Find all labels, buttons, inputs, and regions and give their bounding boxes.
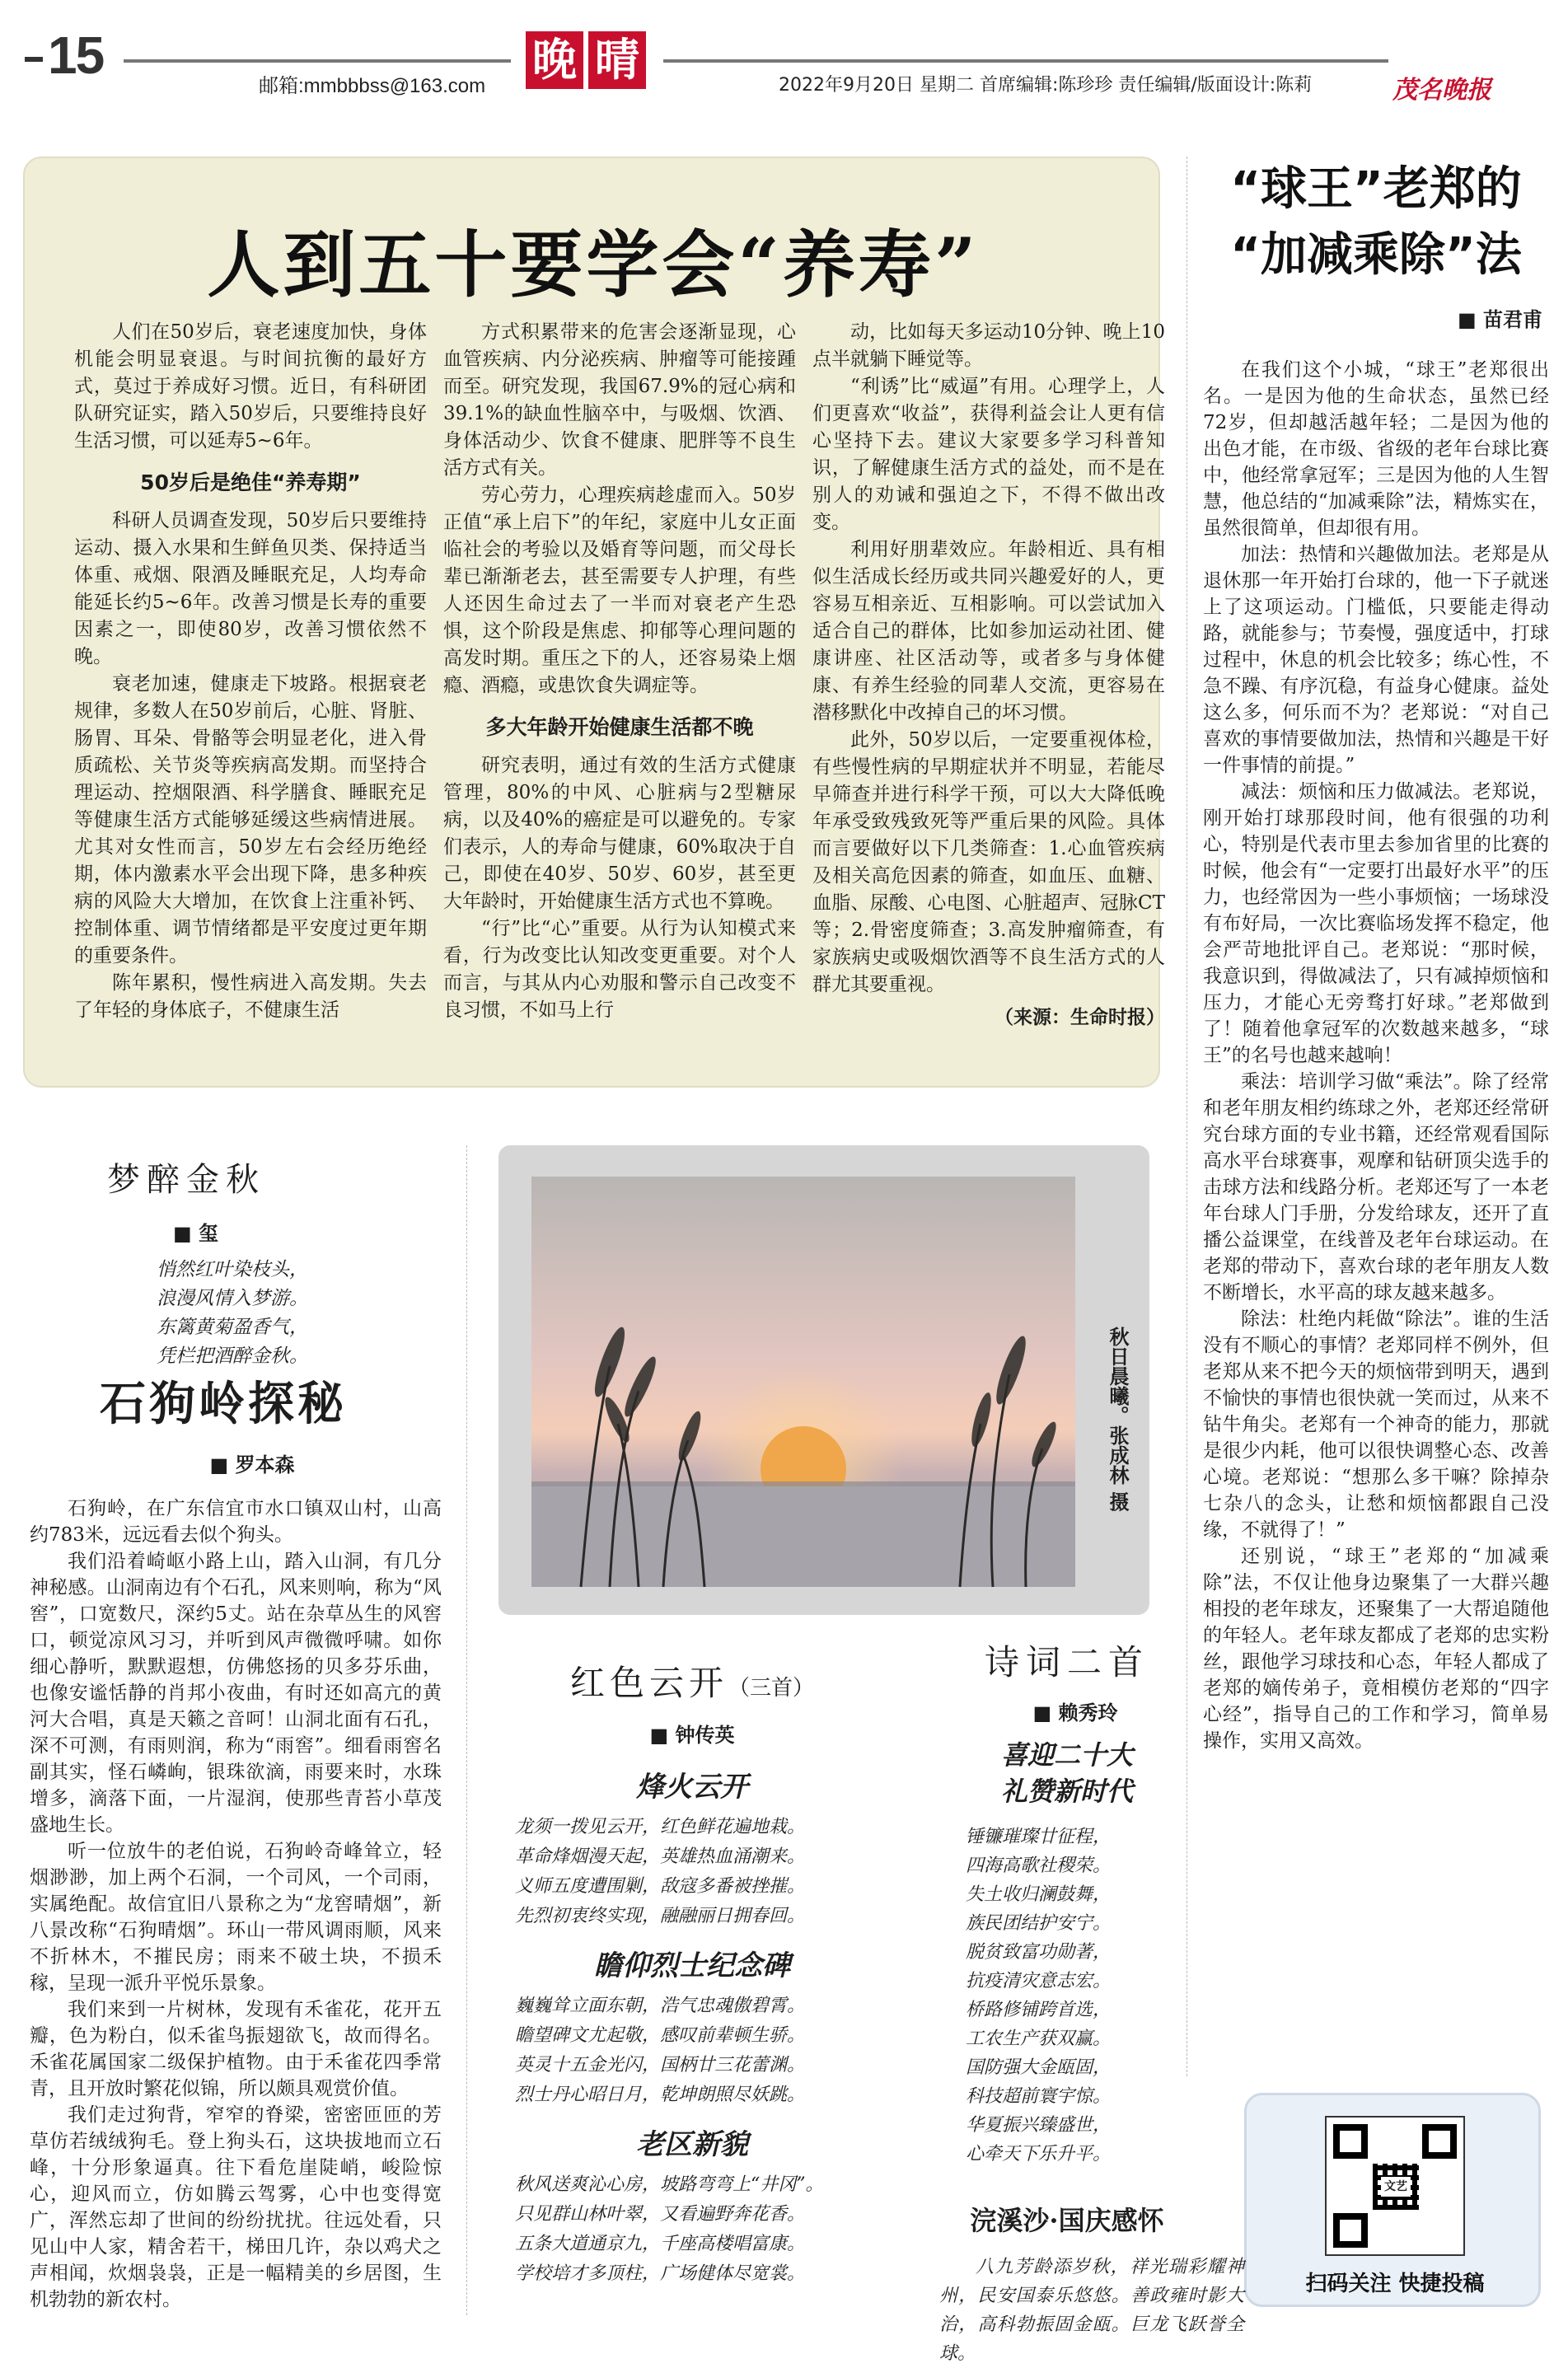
poem-line: 失土收归澜鼓舞， xyxy=(966,1884,1112,1905)
poem-line: 国防强大金瓯固， xyxy=(966,2057,1112,2078)
header-rule-left xyxy=(124,59,511,63)
qiuwang-title-line-1: “球王”老郑的 xyxy=(1230,162,1522,216)
mengzui-poem xyxy=(107,1154,371,1371)
paragraph: 减法：烦恼和压力做减法。老郑说，刚开始打球那段时间，他有很强的功利心，特别是代表市里去参加省里的比赛的时候，他会有“一定要打出最好水平”的压力，也经常因为一些小事烦恼；一场球没有布好局，一次比赛临场发挥不稳定，他会严苛地批评自己。老郑说：“那时候，我意识到，得做减法了，只有减掉烦恼和压力，才能心无旁骛打好球。”老郑做到了！随着他拿冠军的次数越来越多，“球王”的名号也越来越响！ xyxy=(1203,781,1549,1066)
shigou-body xyxy=(30,1495,442,2313)
mengzui-lines xyxy=(107,1256,371,1371)
shigou-article xyxy=(30,1368,442,2313)
poem-line: 学校培才多顶柱，广场健体尽宽裳。 xyxy=(515,2263,806,2284)
shici-subtitle-3: 浣溪沙·国庆感怀 xyxy=(970,2205,1164,2236)
paragraph: 动，比如每天多运动10分钟、晚上10点半就躺下睡觉等。 xyxy=(812,321,1165,370)
health-column-3 xyxy=(812,319,1165,1029)
hongse-poem-list xyxy=(515,1764,869,2289)
photo-frame xyxy=(498,1145,1149,1615)
column-logo-char-1: 晚 xyxy=(526,31,583,89)
poem-line: 工农生产获双赢。 xyxy=(966,2029,1112,2049)
qr-submission-box xyxy=(1244,2093,1541,2307)
health-article-title: 人到五十要学会“养寿” xyxy=(207,222,980,307)
shici-subtitle-2: 礼赞新时代 xyxy=(1000,1776,1133,1807)
page-number-dash xyxy=(25,57,43,62)
hongse-title xyxy=(515,1656,869,1706)
page-number-value: 15 xyxy=(48,26,104,85)
poem-line: 革命烽烟漫天起，英雄热血涌潮来。 xyxy=(515,1846,806,1867)
poem-line: 族民团结护安宁。 xyxy=(966,1913,1112,1934)
shigou-byline: ■ 罗本森 xyxy=(209,1453,295,1476)
poem-line: 东篱黄菊盈香气， xyxy=(157,1317,308,1338)
health-subhead-1: 50岁后是绝佳“养寿期” xyxy=(140,470,361,494)
health-column-1 xyxy=(74,319,427,1024)
masthead xyxy=(0,0,1568,124)
poem-line: 英灵十五金光闪，国柄廿三花蕾渊。 xyxy=(515,2055,806,2076)
paragraph: 除法：杜绝内耗做“除法”。谁的生活没有不顺心的事情？老郑同样不例外，但老郑从来不把今天的烦恼带到明天，遇到不愉快的事情也很快就一笑而过，从来不钻牛角尖。老郑有一个神奇的能力，那就是很少内耗，他可以很快调整心态、改善心境。老郑说：“想那么多干嘛？除掉杂七杂八的念头，让愁和烦恼都跟自己没缘，不就得了！” xyxy=(1203,1308,1549,1541)
poem-line: 瞻望碑文尤起敬，感叹前辈顿生骄。 xyxy=(515,2025,806,2046)
hongse-poem-title: 瞻仰烈士纪念碑 xyxy=(594,1949,790,1982)
health-subhead-2: 多大年龄开始健康生活都不晚 xyxy=(485,715,754,739)
paper-logo: 茂名晚报 xyxy=(1392,76,1491,105)
hongse-poem xyxy=(515,1764,869,1931)
paragraph: 听一位放牛的老伯说，石狗岭奇峰耸立，轻烟渺渺，加上两个石洞，一个司风，一个司雨，实属绝配。故信宜旧八景称之为“龙窖晴烟”，新八景改称“石狗晴烟”。环山一带风调雨顺，风来不折林木，不摧民房；雨来不破土块，不损禾稼，呈现一派升平悦乐景象。 xyxy=(30,1841,442,1994)
paragraph: 乘法：培训学习做“乘法”。除了经常和老年朋友相约练球之外，老郑还经常研究台球方面的专业书籍，还经常观看国际高水平台球赛事，观摩和钻研顶尖选手的击球方法和线路分析。老郑还写了一本老年台球人门手册，分发给球友，还开了直播公益课堂，在线普及老年台球运动。在老郑的带动下，喜欢台球的老年朋友人数不断增长，水平高的球友越来越多。 xyxy=(1203,1071,1549,1303)
header-rule-right xyxy=(663,59,1388,63)
poem-line: 烈士丹心昭日月，乾坤朗照尽妖跳。 xyxy=(515,2085,806,2105)
poem-line: 义师五度遭围剿，敌寇多番被挫摧。 xyxy=(515,1876,806,1897)
shici-ci-text: 八九芳龄添岁秋，祥光瑞彩耀神州，民安国泰乐悠悠。善政雍时影大治，高科勃振固金瓯。巨龙飞跃誉全球。 xyxy=(939,2257,1244,2364)
page-number xyxy=(25,25,103,86)
paragraph: 在我们这个小城，“球王”老郑很出名。一是因为他的生命状态，虽然已经72岁，但却越活越年轻；二是因为他的出色才能，在市级、省级的老年台球比赛中，他经常拿冠军；三是因为他的人生智慧，他总结的“加减乘除”法，精炼实在，虽然很简单，但却很有用。 xyxy=(1203,359,1549,539)
qr-code-icon[interactable] xyxy=(1325,2116,1465,2256)
shici-subtitle-1: 喜迎二十大 xyxy=(1000,1739,1133,1771)
shici-byline: ■ 赖秀玲 xyxy=(1032,1701,1118,1725)
health-source: （来源：生命时报） xyxy=(995,1007,1165,1028)
health-col3-body xyxy=(812,319,1165,999)
shici-title: 诗词二首 xyxy=(984,1642,1149,1682)
column-logo-char-2: 晴 xyxy=(588,31,646,89)
photo-caption: 秋日晨曦。张成林 摄 xyxy=(1106,1327,1129,1512)
hongse-poem xyxy=(515,2122,869,2289)
paragraph: 衰老加速，健康走下坡路。根据衰老规律，多数人在50岁前后，心脏、肾脏、肠胃、耳朵、骨骼等会明显老化，进入骨质疏松、关节炎等疾病高发期。而坚持合理运动、控烟限酒、科学膳食、睡眠充足等健康生活方式能够延缓这些病情进展。尤其对女性而言，50岁左右会经历绝经期，体内激素水平会出现下降，患多种疾病的风险大大增加，在饮食上注重补钙、控制体重、调节情绪都是平安度过更年期的重要条件。 xyxy=(74,673,427,966)
issue-info: 2022年9月20日 星期二 首席编辑:陈珍珍 责任编辑/版面设计:陈莉 xyxy=(779,75,1313,96)
column-divider xyxy=(466,1145,467,2315)
poem-line: 四海高歌社稷荣。 xyxy=(966,1856,1112,1876)
poem-line: 锤镰璀璨廿征程， xyxy=(966,1827,1112,1847)
paragraph: 利用好朋辈效应。年龄相近、具有相似生活成长经历或共同兴趣爱好的人，更容易互相亲近、互相影响。可以尝试加入适合自己的群体，比如参加运动社团、健康讲座、社区活动等，或者多与身体健康、有养生经验的同辈人交流，更容易在潜移默化中改掉自己的坏习惯。 xyxy=(812,539,1165,723)
qr-finder-mark xyxy=(1422,2124,1457,2159)
poem-line: 脱贫致富功勋著， xyxy=(966,1942,1112,1963)
qiuwang-body xyxy=(1203,357,1549,1754)
contact-email: 邮箱:mmbbbss@163.com xyxy=(259,75,486,97)
paragraph: 加法：热情和兴趣做加法。老郑是从退休那一年开始打台球的，他一下子就迷上了这项运动。门槛低，只要能走得动路，就能参与；节奏慢，强度适中，打球过程中，休息的机会比较多；练心性，不急不躁、有序沉稳，有益身心健康。益处这么多，何乐而不为？老郑说：“对自己喜欢的事情要做加法，热情和兴趣是干好一件事情的前提。” xyxy=(1203,544,1549,776)
health-column-2 xyxy=(443,319,796,1024)
health-col2-body-b xyxy=(443,752,796,1024)
mengzui-title: 梦醉金秋 xyxy=(107,1161,265,1199)
poem-line: 凭栏把酒醉金秋。 xyxy=(157,1345,308,1367)
hongse-title-note: （三首） xyxy=(728,1676,815,1701)
paragraph: 陈年累积，慢性病进入高发期。失去了年轻的身体底子，不健康生活 xyxy=(74,972,427,1021)
poem-line: 科技超前寰宇惊。 xyxy=(966,2086,1112,2107)
poem-line: 龙须一拨见云开，红色鲜花遍地栽。 xyxy=(515,1817,806,1837)
shigou-title: 石狗岭探秘 xyxy=(100,1378,347,1431)
health-col1-body xyxy=(74,508,427,1024)
poem-line: 五条大道通京九，千座高楼唱富康。 xyxy=(515,2234,806,2254)
poem-line: 抗疫清灾意志宏。 xyxy=(966,1971,1112,1991)
qr-finder-mark xyxy=(1333,2124,1368,2159)
shici-lines xyxy=(915,1823,1219,2169)
health-article-panel xyxy=(23,157,1165,1088)
paragraph: 研究表明，通过有效的生活方式健康管理，80%的中风、心脏病与2型糖尿病，以及40%的癌症是可以避免的。专家们表示，人的寿命与健康，60%取决于自己，即使在40岁、50岁、60岁，甚至更大年龄时，开始健康生活方式也不算晚。 xyxy=(443,755,796,912)
hongse-poem-title: 烽火云开 xyxy=(636,1771,748,1804)
mengzui-byline: ■ 玺 xyxy=(173,1222,219,1245)
qr-finder-mark xyxy=(1333,2213,1368,2248)
paragraph: 此外，50岁以后，一定要重视体检，有些慢性病的早期症状并不明显，若能尽早筛查并进行科学干预，可以大大降低晚年承受致残致死等严重后果的风险。具体而言要做好以下几类筛查：1.心血管疾病及相关高危因素的筛查，如血压、血糖、血脂、尿酸、心电图、心脏超声、冠脉CT等；2.骨密度筛查；3.高发肿瘤筛查，有家族病史或吸烟饮酒等不良生活方式的人群尤其要重视。 xyxy=(812,729,1165,995)
paragraph: 劳心劳力，心理疾病趁虚而入。50岁正值“承上启下”的年纪，家庭中儿女正面临社会的考验以及婚育等问题，而父母长辈已渐渐老去，甚至需要专人护理，有些人还因生命过去了一半而对衰老产生恐惧，这个阶段是焦虑、抑郁等心理问题的高发时期。重压之下的人，还容易染上烟瘾、酒瘾，或患饮食失调症等。 xyxy=(443,484,796,696)
hongse-title-text: 红色云开 xyxy=(569,1663,728,1703)
qr-center-label: 文艺 xyxy=(1381,2177,1411,2197)
hongse-poems xyxy=(515,1656,869,2289)
poem-line: 浪漫风情入梦游。 xyxy=(157,1288,308,1309)
poem-line: 悄然红叶染枝头， xyxy=(157,1259,308,1280)
hongse-byline: ■ 钟传英 xyxy=(649,1724,735,1747)
hongse-poem xyxy=(515,1943,869,2110)
paragraph: 我们来到一片树林，发现有禾雀花，花开五瓣，色为粉白，似禾雀鸟振翅欲飞，故而得名。禾雀花属国家二级保护植物。由于禾雀花四季常青，且开放时繁花似锦，所以颇具观赏价值。 xyxy=(30,1999,442,2099)
paragraph: 我们沿着崎岖小路上山，踏入山洞，有几分神秘感。山洞南边有个石孔，风来则响，称为“风窖”，口宽数尺，深约5丈。站在杂草丛生的风窖口，顿觉凉风习习，并听到风声微微呼啸。如你细心静听，默默遐想，仿佛悠扬的贝多芬乐曲，也像安谧恬静的肖邦小夜曲，有时还如高亢的黄河大合唱，真是天籁之音呵！山洞北面有石孔，深不可测，有雨则润，称为“雨窖”。细看雨窖名副其实，怪石嶙峋，银珠欲滴，雨要来时，水珠增多，滴落下面，一片湿润，使那些青苔小草茂盛地生长。 xyxy=(30,1551,442,1836)
paragraph: “利诱”比“威逼”有用。心理学上，人们更喜欢“收益”，获得利益会让人更有信心坚持下去。建议大家要多学习科普知识，了解健康生活方式的益处，而不是在别人的劝诫和强迫之下，不得不做出改变。 xyxy=(812,376,1165,533)
hongse-poem-title: 老区新貌 xyxy=(636,2128,748,2161)
poem-line: 桥路修铺跨首选， xyxy=(966,2000,1112,2020)
autumn-sunrise-photo xyxy=(531,1177,1075,1587)
paragraph: 科研人员调查发现，50岁后只要维持运动、摄入水果和生鲜鱼贝类、保持适当体重、戒烟、限酒及睡眠充足，人均寿命能延长约5~6年。改善习惯是长寿的重要因素之一，即使80岁，改善习惯依然不晚。 xyxy=(74,510,427,667)
poem-line: 秋风送爽沁心房，坡路弯弯上“井冈”。 xyxy=(515,2174,824,2195)
poem-line: 华夏振兴臻盛世， xyxy=(966,2115,1112,2136)
poem-line: 心牵天下乐升平。 xyxy=(966,2144,1112,2164)
qiuwang-title-line-2: “加减乘除”法 xyxy=(1230,228,1522,282)
poem-line: 巍巍耸立面东朝，浩气忠魂傲碧霄。 xyxy=(515,1996,806,2016)
shici-poems xyxy=(915,1636,1244,2368)
qr-caption: 扫码关注 快捷投稿 xyxy=(1305,2272,1485,2296)
column-logo xyxy=(526,31,651,97)
qiuwang-byline: ■ 苗君甫 xyxy=(1457,308,1542,331)
health-col1-intro xyxy=(74,319,427,455)
qiuwang-article xyxy=(1203,157,1549,1754)
health-col2-body xyxy=(443,319,796,700)
paragraph: 我们走过狗背，窄窄的脊梁，密密匝匝的芳草仿若绒绒狗毛。登上狗头石，这块拔地而立石峰，十分形象逼真。往下看危崖陡峭，峻险惊心，迎风而立，仿如腾云驾雾，心中也变得宽广，浑然忘却了世间的纷纷扰扰。往远处看，只见山中人家，精舍若干，梯田几许，杂以鸡犬之声相闻，炊烟袅袅，正是一幅精美的乡居图，生机勃勃的新农村。 xyxy=(30,2104,442,2310)
poem-line: 只见群山林叶翠，又看遍野奔花香。 xyxy=(515,2204,806,2225)
paragraph: “行”比“心”重要。从行为认知模式来看，行为改变比认知改变更重要。对个人而言，与其从内心劝服和警示自己改变不良习惯，不如马上行 xyxy=(443,918,796,1021)
paragraph: 还别说，“球王”老郑的“加减乘除”法，不仅让他身边聚集了一大群兴趣相投的老年球友，还聚集了一大帮追随他的年轻人。老年球友都成了老郑的忠实粉丝，跟他学习球技和心态，年轻人都成了老郑的嫡传弟子，竟相模仿老郑的“四字心经”，指导自己的工作和学习，简单易操作，实用又高效。 xyxy=(1203,1546,1549,1752)
poem-line: 先烈初衷终实现，融融丽日拥春回。 xyxy=(515,1906,806,1926)
paragraph: 人们在50岁后，衰老速度加快，身体机能会明显衰退。与时间抗衡的最好方式，莫过于养成好习惯。近日，有科研团队研究证实，踏入50岁后，只要维持良好生活习惯，可以延寿5~6年。 xyxy=(74,321,427,452)
paragraph: 石狗岭，在广东信宜市水口镇双山村，山高约783米，远远看去似个狗头。 xyxy=(30,1498,442,1546)
paragraph: 方式积累带来的危害会逐渐显现，心血管疾病、内分泌疾病、肿瘤等可能接踵而至。研究发现，我国67.9%的冠心病和39.1%的缺血性脑卒中，与吸烟、饮酒、身体活动少、饮食不健康、肥胖等不良生活方式有关。 xyxy=(443,321,796,479)
